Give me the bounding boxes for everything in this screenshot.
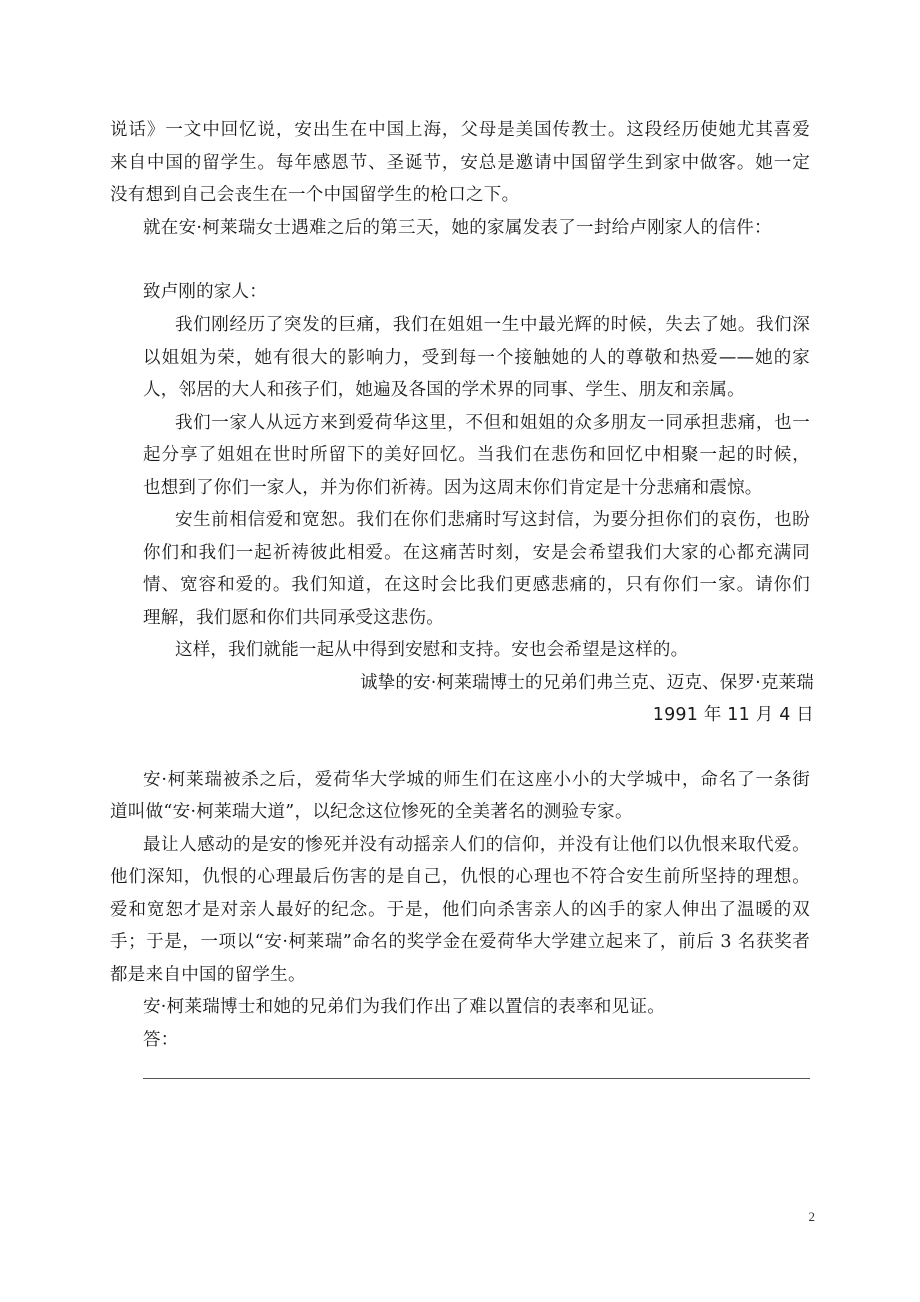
intro-line-3: 没有想到自己会丧生在一个中国留学生的枪口之下。 — [110, 185, 520, 205]
moving-line-4: 手；于是，一项以“安·柯莱瑞”命名的奖学金在爱荷华大学建立起来了，前后 3 名获奖者 — [110, 932, 810, 952]
letter-lead: 就在安·柯莱瑞女士遇难之后的第三天，她的家属发表了一封给卢刚家人的信件： — [143, 218, 772, 238]
letter-signature: 诚挚的安·柯莱瑞博士的兄弟们弗兰克、迈克、保罗·克莱瑞 — [359, 673, 814, 693]
letter-p2-line-1: 我们一家人从远方来到爱荷华这里，不但和姐姐的众多朋友一同承担悲痛，也一 — [175, 413, 810, 433]
intro-line-1: 说话》一文中回忆说，安出生在中国上海，父母是美国传教士。这段经历使她尤其喜爱 — [110, 120, 810, 140]
moving-line-2: 他们深知，仇恨的心理最后伤害的是自己，仇恨的心理也不符合安生前所坚持的理想。 — [110, 867, 810, 887]
moving-line-1: 最让人感动的是安的惨死并没有动摇亲人们的信仰，并没有让他们以仇恨来取代爱。 — [143, 835, 810, 855]
letter-date: 1991 年 11 月 4 日 — [652, 705, 814, 725]
page-number: 2 — [808, 1209, 815, 1224]
intro-line-2: 来自中国的留学生。每年感恩节、圣诞节，安总是邀请中国留学生到家中做客。她一定 — [110, 153, 810, 173]
testimony: 安·柯莱瑞博士和她的兄弟们为我们作出了难以置信的表率和见证。 — [143, 997, 666, 1017]
letter-p3-line-1: 安生前相信爱和宽恕。我们在你们悲痛时写这封信，为要分担你们的哀伤，也盼 — [175, 510, 810, 530]
after-line-2: 道叫做“安·柯莱瑞大道”，以纪念这位惨死的全美著名的测验专家。 — [110, 802, 633, 822]
letter-p1-line-1: 我们刚经历了突发的巨痛，我们在姐姐一生中最光辉的时候，失去了她。我们深 — [175, 315, 810, 335]
letter-p1-line-2: 以姐姐为荣，她有很大的影响力，受到每一个接触她的人的尊敬和热爱——她的家 — [143, 348, 810, 368]
letter-salutation: 致卢刚的家人： — [143, 282, 267, 302]
letter-p3-line-3: 情、宽容和爱的。我们知道，在这时会比我们更感悲痛的，只有你们一家。请你们 — [143, 575, 810, 595]
after-line-1: 安·柯莱瑞被杀之后，爱荷华大学城的师生们在这座小小的大学城中，命名了一条街 — [143, 770, 810, 790]
letter-p3-line-2: 你们和我们一起祈祷彼此相爱。在这痛苦时刻，安是会希望我们大家的心都充满同 — [143, 543, 810, 563]
letter-p3-line-4: 理解，我们愿和你们共同承受这悲伤。 — [143, 608, 444, 628]
letter-p2-line-2: 起分享了姐姐在世时所留下的美好回忆。当我们在悲伤和回忆中相聚一起的时候， — [143, 445, 810, 465]
letter-p4: 这样，我们就能一起从中得到安慰和支持。安也会希望是这样的。 — [175, 640, 689, 660]
moving-line-5: 都是来自中国的留学生。 — [110, 965, 306, 985]
letter-p2-line-3: 也想到了你们一家人，并为你们祈祷。因为这周末你们肯定是十分悲痛和震惊。 — [143, 478, 763, 498]
moving-line-3: 爱和宽恕才是对亲人最好的纪念。于是，他们向杀害亲人的凶手的家人伸出了温暖的双 — [110, 900, 810, 920]
answer-line[interactable] — [143, 1078, 810, 1079]
answer-label: 答： — [143, 1030, 179, 1050]
letter-p1-line-3: 人，邻居的大人和孩子们，她遍及各国的学术界的同事、学生、朋友和亲属。 — [143, 380, 745, 400]
